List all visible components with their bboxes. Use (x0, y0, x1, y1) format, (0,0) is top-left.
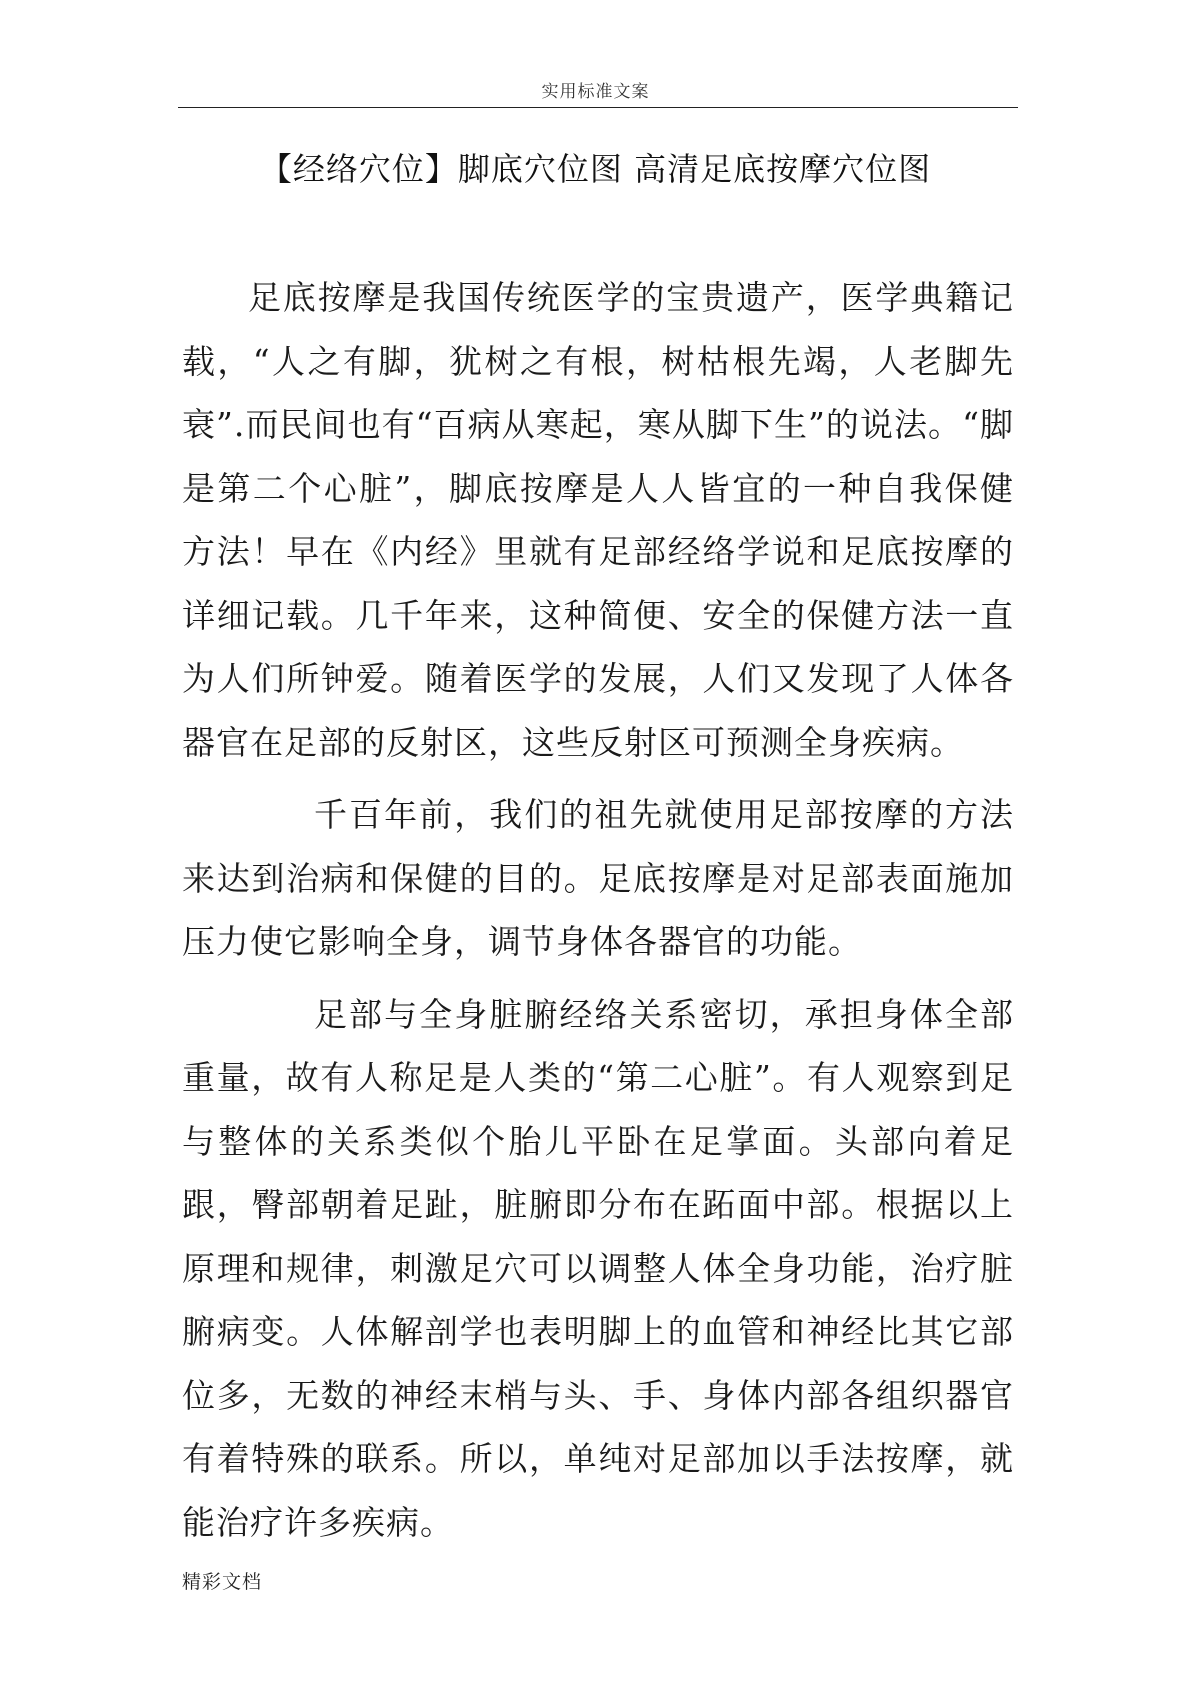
document-body (182, 266, 1014, 1554)
header-divider (178, 107, 1018, 108)
document-title: 【经络穴位】脚底穴位图 高清足底按摩穴位图 (259, 150, 932, 188)
page-footer: 精彩文档 (182, 1571, 263, 1593)
paragraph-2: 千百年前，我们的祖先就使用足部按摩的方法来达到治病和保健的目的。足底按摩是对足部表面施加压力使它影响全身，调节身体各器官的功能。 (182, 795, 1014, 961)
paragraph-1: 足底按摩是我国传统医学的宝贵遗产，医学典籍记载，“人之有脚，犹树之有根，树枯根先竭，人老脚先衰”.而民间也有“百病从寒起，寒从脚下生”的说法。“脚是第二个心脏”，脚底按摩是人人皆宜的一种自我保健方法！早在《内经》里就有足部经络学说和足底按摩的详细记载。几千年来，这种简便、安全的保健方法一直为人们所钟爱。随着医学的发展，人们又发现了人体各器官在足部的反射区，这些反射区可预测全身疾病。 (182, 278, 1014, 762)
paragraph-3: 足部与全身脏腑经络关系密切，承担身体全部重量，故有人称足是人类的“第二心脏”。有人观察到足与整体的关系类似个胎儿平卧在足掌面。头部向着足跟，臀部朝着足趾，脏腑即分布在跖面中部。根据以上原理和规律，刺激足穴可以调整人体全身功能，治疗脏腑病变。人体解剖学也表明脚上的血管和神经比其它部位多，无数的神经末梢与头、手、身体内部各组织器官有着特殊的联系。所以，单纯对足部加以手法按摩，就能治疗许多疾病。 (182, 994, 1014, 1542)
page-header: 实用标准文案 (541, 82, 650, 102)
